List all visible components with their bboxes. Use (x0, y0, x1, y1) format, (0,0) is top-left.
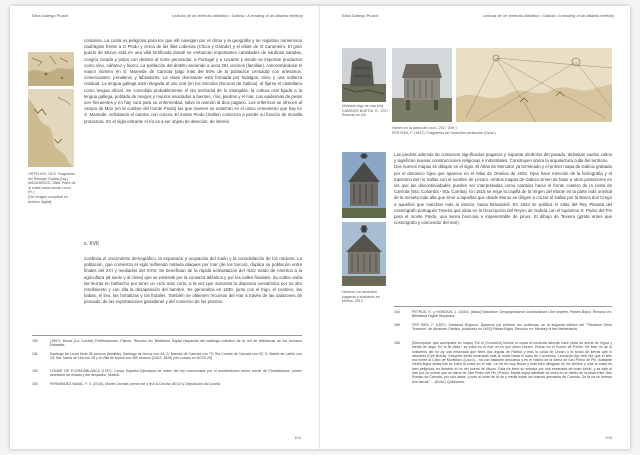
header-title: Lectura de un territorio atlántico • Galicia • A reading of an Atlantic territory (171, 13, 303, 18)
right-page (320, 6, 630, 449)
fer-isea-chart-fragment (456, 48, 612, 122)
footnote-text: Santiago de Louro tiene 35 vecinos (familias), Santiago de Ancos con 43; S. Mamed de Carnota con 79; Sta Comba de Carnota con 32; S. Martín de Lariño con 15; Sta. María de Lira con 28 y la Villa de Muros con 450 vecinos (GUIZ, 1829) [ver cuadro en NOTA 28] (50, 352, 302, 361)
footnote-154 (394, 310, 612, 319)
header-title: Lectura de un territorio atlántico • Galicia • A reading of an Atlantic territory (482, 13, 614, 18)
footnote-152 (32, 369, 302, 378)
footnote-151 (32, 352, 302, 361)
right-caption-1: Molinete-tirgo de una ería CAMINOS BOETIA, R., 2017. Recurso en AD (342, 104, 390, 118)
left-paragraph-2: Continúa el crecimiento demográfico, la expansión y ocupación del suelo y la consolidación de los núcleos. La población, que comienza el siglo sufriendo todavía ataques por mar (de los turcos), duplica su población entre finales del XVI y mediados del XVIII. Se benefician de la rápida aclimatación del maíz traído de América a la agricultura (al suelo y al clima) que se extiende por la comarca atlántica y por los valles fluviales. Su cultivo evita las tierras en barbecho por tener un ciclo más corto, a la vez que aumenta la dispensa cerealística por su alto rendimiento y con ella la desaparición del hambre. Se generaliza en 1630, junto con el trigo, el centeno, las habas, el lino, las hortalizas y los frutales. También se obtienen recursos del mar a través de las salazones de pescado, de las exportaciones ganaderas y del comercio de los puertos. (84, 256, 302, 305)
footnote-rule (32, 335, 302, 336)
page-number: 105 (605, 435, 612, 440)
footnote-text: [Descripción que acompaña su mapa] "De el (Corubión) buelue la costa al medioda adonde hace plaia de arena de legua y media de largo. En el fin della / se entra en el mar un río que dizen Lézaro. Entran en el Gurvín de Poliño. De este río de la sotavento del río ay una ensenada que tiene dos leguas de Riaños y más la costa de Lézaro y el fondo de tierras que lo atraviesa [Cee-Brens]. Después desta ensenada está la costa hasta el cabo de Corrubedo. Leonardo dijo otra vez que el sitio era fuerte al Cabo de Monteloro (Louro)... ha con bastante descanso y es el mismo de la sierra de San Pedro de Pin. Adelante media legua desta isla se entra la costa en el mar. La ría es muy limpia y está bien abrigada de los vientos y más la costa es bien peligrosa, es llamado el río del puerto de Muros. Esta ría tiene su entrada por una ensenada de buen fondo, y se sale al mar por un monte que se llama de San Pedro del Pin (Pindo). Media legua adelante se entra en el medio de la plaia entre San Roman de Carnota, por una aldea, y más al norte de la ría y media están los buenos pescados de Carnota. De la ría se forman dos barras" ... (Dcha.) Quinhones. (412, 341, 612, 384)
footnote-number: 152 (32, 369, 38, 373)
footnote-number: 151 (32, 352, 38, 356)
footnote-number: 154 (394, 310, 400, 314)
footnote-rule (394, 306, 612, 307)
book-spread (10, 6, 630, 449)
ruined-mill-photo (342, 48, 386, 102)
footnote-150 (32, 339, 302, 348)
footnote-number: 150 (32, 339, 38, 343)
left-page-header (32, 13, 303, 18)
footnote-text: CONDE DE FLORIDABLANCA (1787). Censo Español Ejecutado de orden del rey comunicada por el excelentísimo señor conde de Floridablanca, primer secretario de estado y del despacho, Madrid. (50, 369, 302, 378)
right-caption-3: Hórreos con símbolos paganos y cristianos en Muños, 2012. (342, 290, 380, 304)
horreo-cross-photo-2 (342, 222, 386, 286)
footnote-number: 156 (394, 341, 400, 345)
horreo-photo-louro (392, 48, 452, 122)
left-page (10, 6, 320, 449)
footnote-text: PETRUS, R. y HONDIUS, J. (1616). [Atlas] Tabularum Geographicarum contractarum Libri septem, Países Bajos. Recurso en: Biblioteca Digital Hispánica. (412, 310, 612, 319)
left-image-caption: ORTELIUS, 1570. Fragmento del Reinado Galicia (Izq.) MAGARIÑOS, 1588. Parte de la costa hacia monte Louro (Fr.) [Ver imagen completa en Archivo digital] (28, 172, 76, 204)
right-paragraph-1: Las piedras además de conservar significados paganos y soportar símbolos del pasado, delimitan suelos cultos y significan nuevas construcciones religiosas e industriales. Construyen ahora la arquitectura culta del territorio. Dos nuevos mapas se dibujan en el siglo. El Atlas de Mercator ya terminado y el primer mapa de Galicia grabado por el dominico Ojea que aparece en el Atlas de Ortelius de 1603. Ojea hace mención de la hidrografía y el topónimo del río Xallas con el nombre de Lézaro. Ambos mapas de Galicia sirven de base a otros posteriores en los que las discontinuidades pueden ser interpretadas como cambios hacia el frente costero de la costa de Carnota (Sta. Columba - Sta. Comba). En 1615 se erige la capilla de la Virgen del Monte en la parte más oriental de la meseta más alta que sirve a aquellos que desde Muros se dirigen a cruzar el Xallas por la Barca dos Crego a aquellos que marchan más al interior, hacia Brandomil. En 1634 se publica el Atlas del Rey Planeta del cosmógrafo portugués Texeira que sitúa en la Descripción del Reyno de Galicia con el topónimo S. Pedro del Pin para el monte Pindo, una sierra boscosa e impenetrable de pinos. El dibujo de Texeira (girata antes que cosmógrafo y conocedor del mar) (394, 152, 612, 226)
footnote-155 (394, 323, 612, 332)
header-author: Elisa Gallego Picard (342, 13, 379, 18)
footnote-156 (394, 341, 612, 384)
header-author: Elisa Gallego Picard (32, 13, 69, 18)
right-caption-2: Hórreo en la aldea de Louro, 2017 (Der.) FER ISEA, F. (1637). Fragmento del horizonte peninsular (Dcha.) (392, 126, 496, 135)
footnote-text: FER ISEA, F. (1637). Gallaecia Regnum. [Aparece por primera vez publicado, en la segunda edición del "Theatrum Orbis Terrarum" de Abraham Ortelius, publicado en 1603] Países Bajos. Recurso en: Memory of the Netherlands. (412, 323, 612, 332)
ortelius-map-fragment (28, 52, 74, 86)
footnote-text: (1597). Muros (La Coruña) Fortificaciones. Planos. Recurso en: Biblioteca Digital Hispánica del catálogo colectivo de la red de bibliotecas de los Archivos Estatales. (50, 339, 302, 348)
horreo-cross-photo-1 (342, 152, 386, 218)
section-heading-xvii: s. XVII (84, 241, 99, 247)
footnote-153 (32, 382, 302, 386)
magarinos-map-fragment (28, 89, 74, 167)
footnote-text: FERNÁNDEZ NAVAL, F. X. (2016). Monte Carnota, perdo me o teu! A Coruña: AELG y Deputación da Coruña. (50, 382, 222, 386)
left-paragraph-1: corsarios. La costa es peligrosa para los que allí navegan por el clima y la geografía y se registran numerosos naufragios frente a O Pindo y cerca de las illas Lobeiras (Chica y Grande) y el islote de O Carumeiro. El gran puerto de Muros está en una villa fortificada donde se embarcan importantes cantidades de sardinas saladas, congrio curado y pulpo con destino al norte peninsular, a Portugal y a Levante y donde se importan productos como vino, cáñamo y hierro. La población del ámbito asciende a unos 261 vecinos (familias), concentrándose el mayor número en S. Mamede de Carnota (algo más del 50% de la población censada) con artesanos, comerciantes, jornaleros y labradores. La clase dominante está formada por hidalgos, clero y una nobleza residual. La lengua gallega está relegada al uso oral (en los Séculos Oscuros de Galicia), al fijarse el castellano como lengua oficial. Se consolida probablemente el rito territorial de lo intangible, la cultura oral ligada a la lengua gallega, poblada de meigos y mouros asociados a fuentes, ríos, piedras y el mar. Las epidemias de peste son frecuentes y no hay cura para su enfermedad, salvo la oración al dios pagano. Los enfermos se ofrecen al campo de Moo (en la cumbre del monte Pindo) los que mueren se entierran en el único cementerio que hay en S. Mamede, señalando el camino con cruces. El monte Pindo (Xallas) comienza a perder su función de muralla protectora. En el siglo entrante el río va a ser objeto de atención, de interés. (84, 38, 302, 124)
right-page-header (342, 13, 614, 18)
footnote-number: 153 (32, 382, 38, 386)
footnote-number: 155 (394, 323, 400, 327)
page-number: 104 (294, 435, 301, 440)
